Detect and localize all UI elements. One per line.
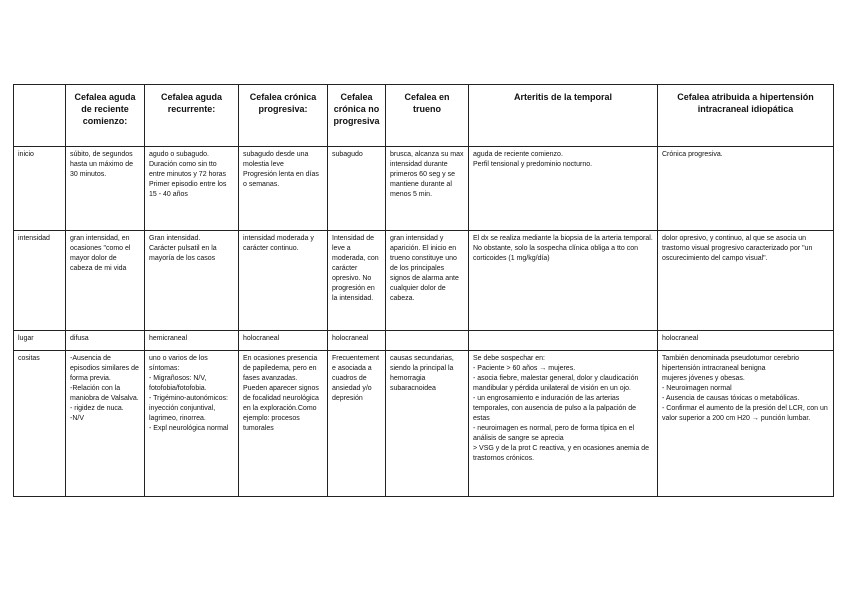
column-header-0 <box>14 85 66 147</box>
column-header-7: Cefalea atribuida a hipertensión intracraneal idiopática <box>658 85 834 147</box>
cell-text: El dx se realiza mediante la biopsia de la arteria temporal. No obstante, solo la sospecha clínica obliga a tto con corticoides (1 mg/kg/día) <box>473 235 653 262</box>
cell-text: agudo o subagudo. <box>149 151 209 158</box>
column-header-6: Arteritis de la temporal <box>469 85 658 147</box>
table-cell <box>386 231 469 331</box>
cell-text: brusca, alcanza su max intensidad durante primeros 60 seg y se mantiene durante al menos 5 min. <box>390 151 464 198</box>
table-cell <box>239 351 328 497</box>
cell-text: Duración como sin tto entre minutos y 72 horas <box>149 161 227 178</box>
cell-text: mujeres jóvenes y obesas. <box>662 375 745 382</box>
column-header-3: Cefalea crónica progresiva: <box>239 85 328 147</box>
cell-text: Primer episodio entre los 15 - 40 años <box>149 181 227 198</box>
cell-text: - Confirmar el aumento de la presión del LCR, con un valor superior a 200 cm H20 → punción lumbar. <box>662 405 828 422</box>
table-cell <box>145 351 239 497</box>
table-cell <box>328 231 386 331</box>
table-cell <box>328 147 386 231</box>
header-row <box>14 85 834 147</box>
cell-text: Frecuentemente asociada a cuadros de ansiedad y/o depresión <box>332 355 380 402</box>
cell-text: Intensidad de leve a moderada, con carácter opresivo. No progresión en la intensidad. <box>332 235 379 302</box>
cell-text: - neuroimagen es normal, pero de forma típica en el análisis de sangre se aprecia <box>473 425 635 442</box>
table-cell <box>658 331 834 351</box>
cell-text: -Ausencia de episodios similares de forma previa. <box>70 355 139 382</box>
table-cell <box>145 331 239 351</box>
cell-text: En ocasiones presencia de papiledema, pero en fases avanzadas. <box>243 355 318 382</box>
table-row-inicio <box>14 147 834 231</box>
cell-text: Pueden aparecer signos de focalidad neurológica en la exploración.Como ejemplo: procesos tumorales <box>243 385 319 432</box>
cell-text: Gran intensidad. <box>149 235 201 242</box>
row-label: inicio <box>14 147 66 231</box>
table-cell <box>66 147 145 231</box>
row-label: lugar <box>14 331 66 351</box>
table-cell <box>386 147 469 231</box>
cell-text: - Neuroimagen normal <box>662 385 732 392</box>
table-row-cositas <box>14 351 834 497</box>
column-header-4: Cefalea crónica no progresiva <box>328 85 386 147</box>
cell-text: subagudo <box>332 151 363 158</box>
table-cell <box>145 231 239 331</box>
table-cell <box>239 331 328 351</box>
cell-text: - Ausencia de causas tóxicas o metabólicas. <box>662 395 800 402</box>
table-cell <box>469 147 658 231</box>
table-cell <box>469 331 658 351</box>
table-cell <box>658 351 834 497</box>
table-row-lugar <box>14 331 834 351</box>
table-cell <box>239 231 328 331</box>
cell-text: - rigidez de nuca. <box>70 405 124 412</box>
column-header-5: Cefalea en trueno <box>386 85 469 147</box>
cell-text: holocraneal <box>243 335 280 342</box>
column-header-1: Cefalea aguda de reciente comienzo: <box>66 85 145 147</box>
cell-text: holocraneal <box>662 335 699 342</box>
cell-text: holocraneal <box>332 335 369 342</box>
table-cell <box>469 351 658 497</box>
cell-text: > VSG y de la prot C reactiva, y en ocasiones anemia de trastornos crónicos. <box>473 445 650 462</box>
column-header-2: Cefalea aguda recurrente: <box>145 85 239 147</box>
cell-text: También denominada pseudotumor cerebrio hipertensión intracraneal benigna <box>662 355 799 372</box>
cell-text: dolor opresivo, y continuo, al que se asocia un trastorno visual progresivo caracterizado por "un oscurecimiento del campo visual". <box>662 235 813 262</box>
table-cell <box>658 231 834 331</box>
cell-text: - un engrosamiento e induración de las arterias temporales, con ausencia de pulso a la palpación de estas <box>473 395 637 422</box>
cell-text: Perfil tensional y predominio nocturno. <box>473 161 593 168</box>
cell-text: hemicraneal <box>149 335 188 342</box>
table-cell <box>386 351 469 497</box>
table-cell <box>658 147 834 231</box>
table-cell <box>66 331 145 351</box>
cell-text: - Expl neurológica normal <box>149 425 229 432</box>
row-label: cositas <box>14 351 66 497</box>
table-cell <box>469 231 658 331</box>
table-cell <box>145 147 239 231</box>
cell-text: - Paciente > 60 años → mujeres. <box>473 365 576 372</box>
table-cell <box>66 231 145 331</box>
cell-text: aguda de reciente comienzo. <box>473 151 563 158</box>
table-cell <box>328 331 386 351</box>
table-row-intensidad <box>14 231 834 331</box>
row-label: intensidad <box>14 231 66 331</box>
cell-text: gran intensidad, en ocasiones "como el mayor dolor de cabeza de mi vida <box>70 235 131 272</box>
cell-text: uno o varios de los síntomas: <box>149 355 208 372</box>
cell-text: intensidad moderada y carácter continuo. <box>243 235 314 252</box>
cell-text: -N/V <box>70 415 84 422</box>
table-cell <box>386 331 469 351</box>
cell-text: Progresión lenta en días o semanas. <box>243 171 319 188</box>
cell-text: Carácter pulsatil en la mayoría de los casos <box>149 245 217 262</box>
cell-text: causas secundarias, siendo la principal la hemorragia subaracnoidea <box>390 355 454 392</box>
table-cell <box>328 351 386 497</box>
cell-text: Crónica progresiva. <box>662 151 723 158</box>
cell-text: gran intensidad y aparición. El inicio en trueno constituye uno de los principales signos de alarma ante cualquier dolor de cabeza. <box>390 235 459 302</box>
cell-text: Se debe sospechar en: <box>473 355 545 362</box>
table-cell <box>66 351 145 497</box>
cell-text: súbito, de segundos hasta un máximo de 30 minutos. <box>70 151 134 178</box>
clinical-table <box>13 84 834 497</box>
table-cell <box>239 147 328 231</box>
cell-text: - asocia fiebre, malestar general, dolor y claudicación mandibular y pérdida unilateral de visión en un ojo. <box>473 375 639 392</box>
cell-text: subagudo desde una molestia leve <box>243 151 309 168</box>
cell-text: -Relación con la maniobra de Valsalva. <box>70 385 139 402</box>
cell-text: difusa <box>70 335 89 342</box>
cell-text: - Trigémino-autonómicos: inyección conjuntival, lagrimeo, rinorrea. <box>149 395 228 422</box>
cell-text: - Migrañosos: N/V, fotofobia/fotofobia. <box>149 375 207 392</box>
